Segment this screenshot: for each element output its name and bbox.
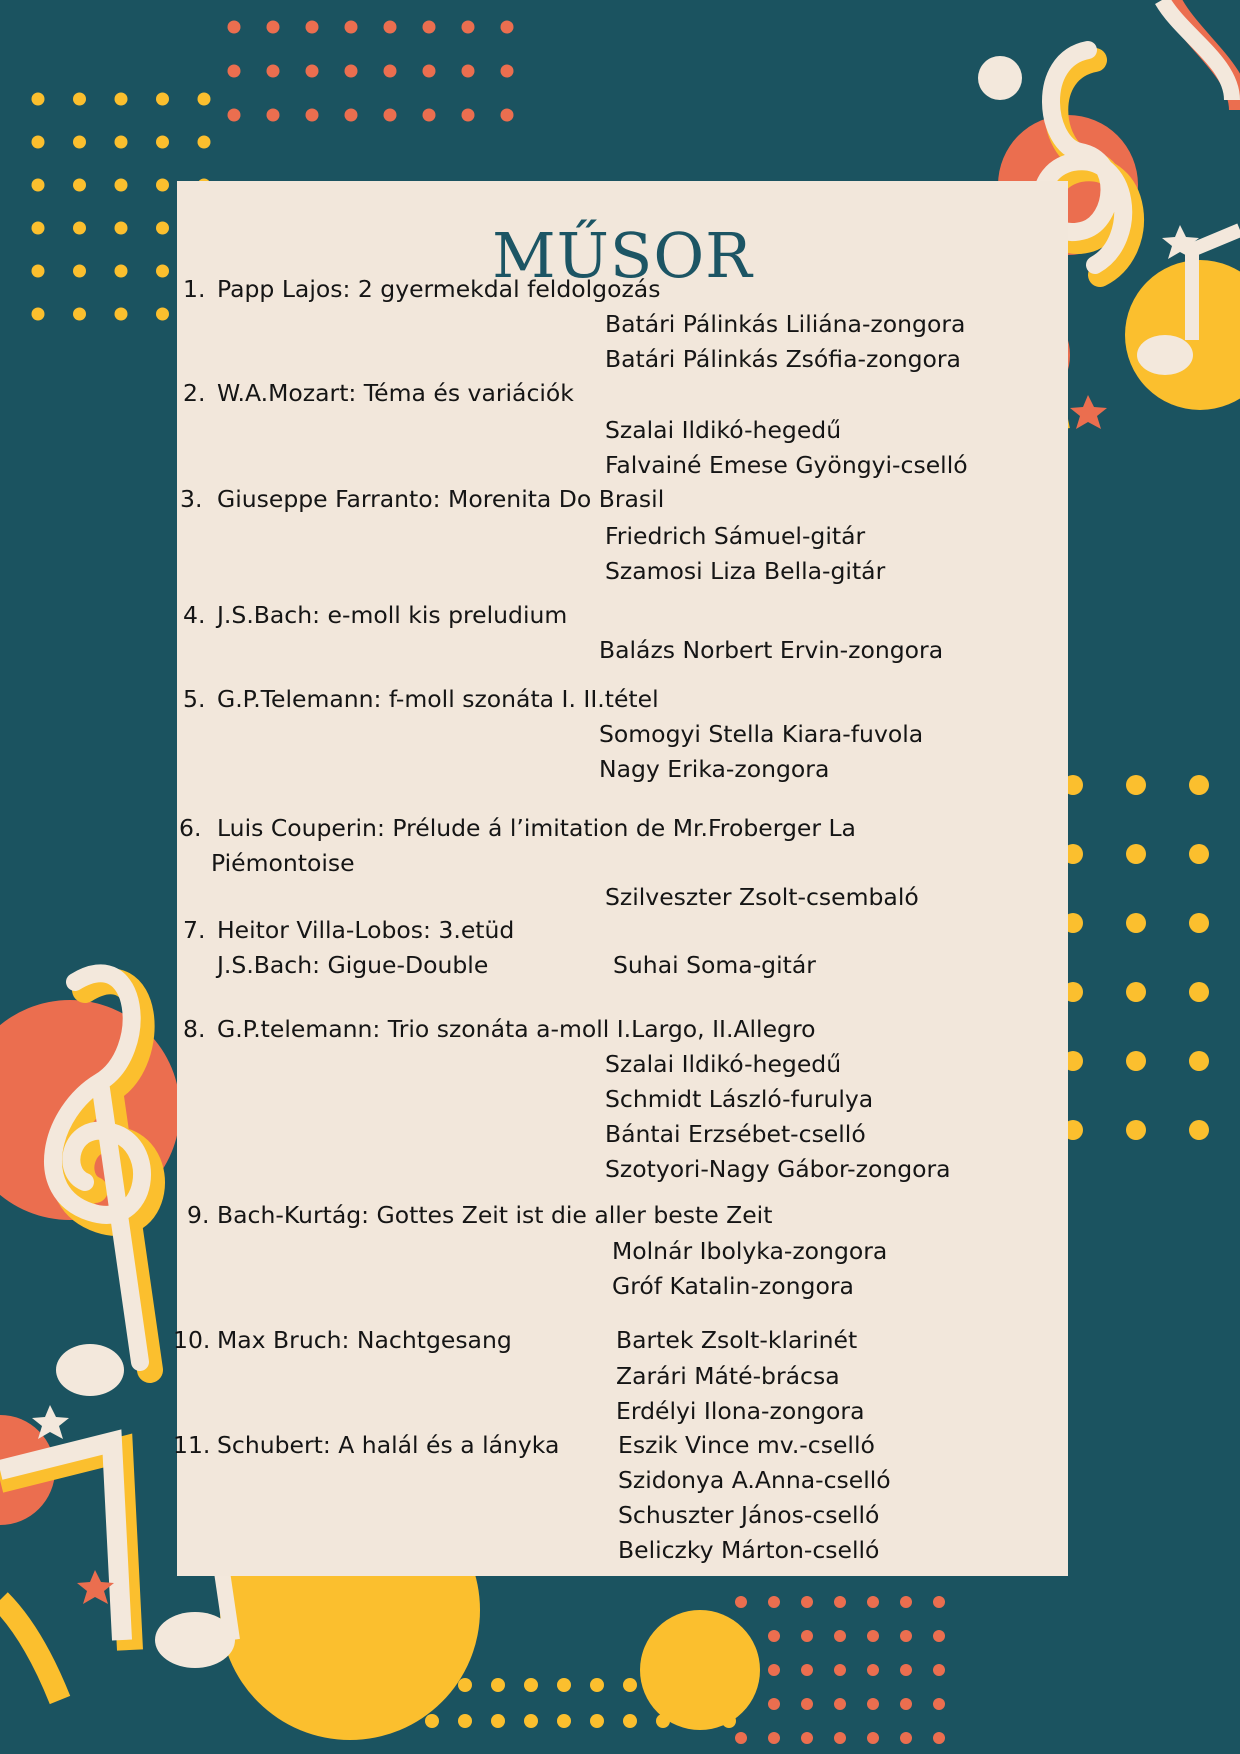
program-piece: Papp Lajos: 2 gyermekdal feldolgozás (217, 275, 661, 303)
performer: Erdélyi Ilona-zongora (616, 1397, 865, 1425)
performer: Szamosi Liza Bella-gitár (605, 557, 886, 585)
performer: Molnár Ibolyka-zongora (612, 1237, 888, 1265)
program-piece: Heitor Villa-Lobos: 3.etüd (217, 916, 515, 944)
performer: Zarári Máté-brácsa (616, 1362, 840, 1390)
program-piece: J.S.Bach: e-moll kis preludium (217, 601, 568, 629)
program-piece: W.A.Mozart: Téma és variációk (217, 379, 574, 407)
program-piece: Bach-Kurtág: Gottes Zeit ist die aller beste Zeit (217, 1201, 773, 1229)
performer: Szalai Ildikó-hegedű (605, 416, 842, 444)
program-card (173, 181, 1068, 1576)
program-number: 8. (183, 1015, 206, 1043)
program-piece: Schubert: A halál és a lányka (217, 1431, 560, 1459)
performer: Somogyi Stella Kiara-fuvola (599, 720, 924, 748)
yellow-dot-grid-right (1063, 775, 1240, 1140)
program-number: 7. (183, 916, 206, 944)
performer: Nagy Erika-zongora (599, 755, 830, 783)
program-piece: Giuseppe Farranto: Morenita Do Brasil (217, 485, 665, 513)
performer: Friedrich Sámuel-gitár (605, 522, 866, 550)
program-piece-continued: J.S.Bach: Gigue-Double (217, 951, 489, 979)
program-number: 6. (179, 814, 202, 842)
performer: Beliczky Márton-cselló (618, 1536, 880, 1564)
program-number: 2. (183, 379, 206, 407)
performer: Szalai Ildikó-hegedű (605, 1050, 842, 1078)
program-number: 3. (180, 485, 203, 513)
performer: Szilveszter Zsolt-csembaló (605, 883, 919, 911)
performer: Szidonya A.Anna-cselló (618, 1466, 891, 1494)
program-piece: G.P.telemann: Trio szonáta a-moll I.Largo, II.Allegro (217, 1015, 816, 1043)
program-number: 9. (187, 1201, 210, 1229)
program-piece: Luis Couperin: Prélude á l’imitation de Mr.Froberger La (217, 814, 856, 842)
performer: Eszik Vince mv.-cselló (618, 1431, 875, 1459)
performer: Gróf Katalin-zongora (612, 1272, 854, 1300)
performer: Batári Pálinkás Liliána-zongora (605, 310, 966, 338)
page-title: MŰSOR (492, 219, 753, 292)
performer: Suhai Soma-gitár (613, 951, 816, 979)
performer: Schuszter János-cselló (618, 1501, 880, 1529)
performer: Balázs Norbert Ervin-zongora (599, 636, 944, 664)
program-piece-continued: Piémontoise (211, 849, 355, 877)
program-piece: G.P.Telemann: f-moll szonáta I. II.tétel (217, 685, 659, 713)
performer: Bartek Zsolt-klarinét (616, 1326, 858, 1354)
program-piece: Max Bruch: Nachtgesang (217, 1326, 512, 1354)
program-number: 10. (173, 1326, 211, 1354)
performer: Schmidt László-furulya (605, 1085, 874, 1113)
coral-dot-grid-top (228, 21, 514, 122)
performer: Szotyori-Nagy Gábor-zongora (605, 1155, 951, 1183)
program-number: 1. (183, 275, 206, 303)
performer: Bántai Erzsébet-cselló (605, 1120, 866, 1148)
program-number: 11. (173, 1431, 211, 1459)
performer: Batári Pálinkás Zsófia-zongora (605, 345, 961, 373)
performer: Falvainé Emese Gyöngyi-cselló (605, 451, 968, 479)
program-number: 4. (183, 601, 206, 629)
program-number: 5. (183, 685, 206, 713)
coral-dot-grid-bottom (735, 1596, 945, 1744)
